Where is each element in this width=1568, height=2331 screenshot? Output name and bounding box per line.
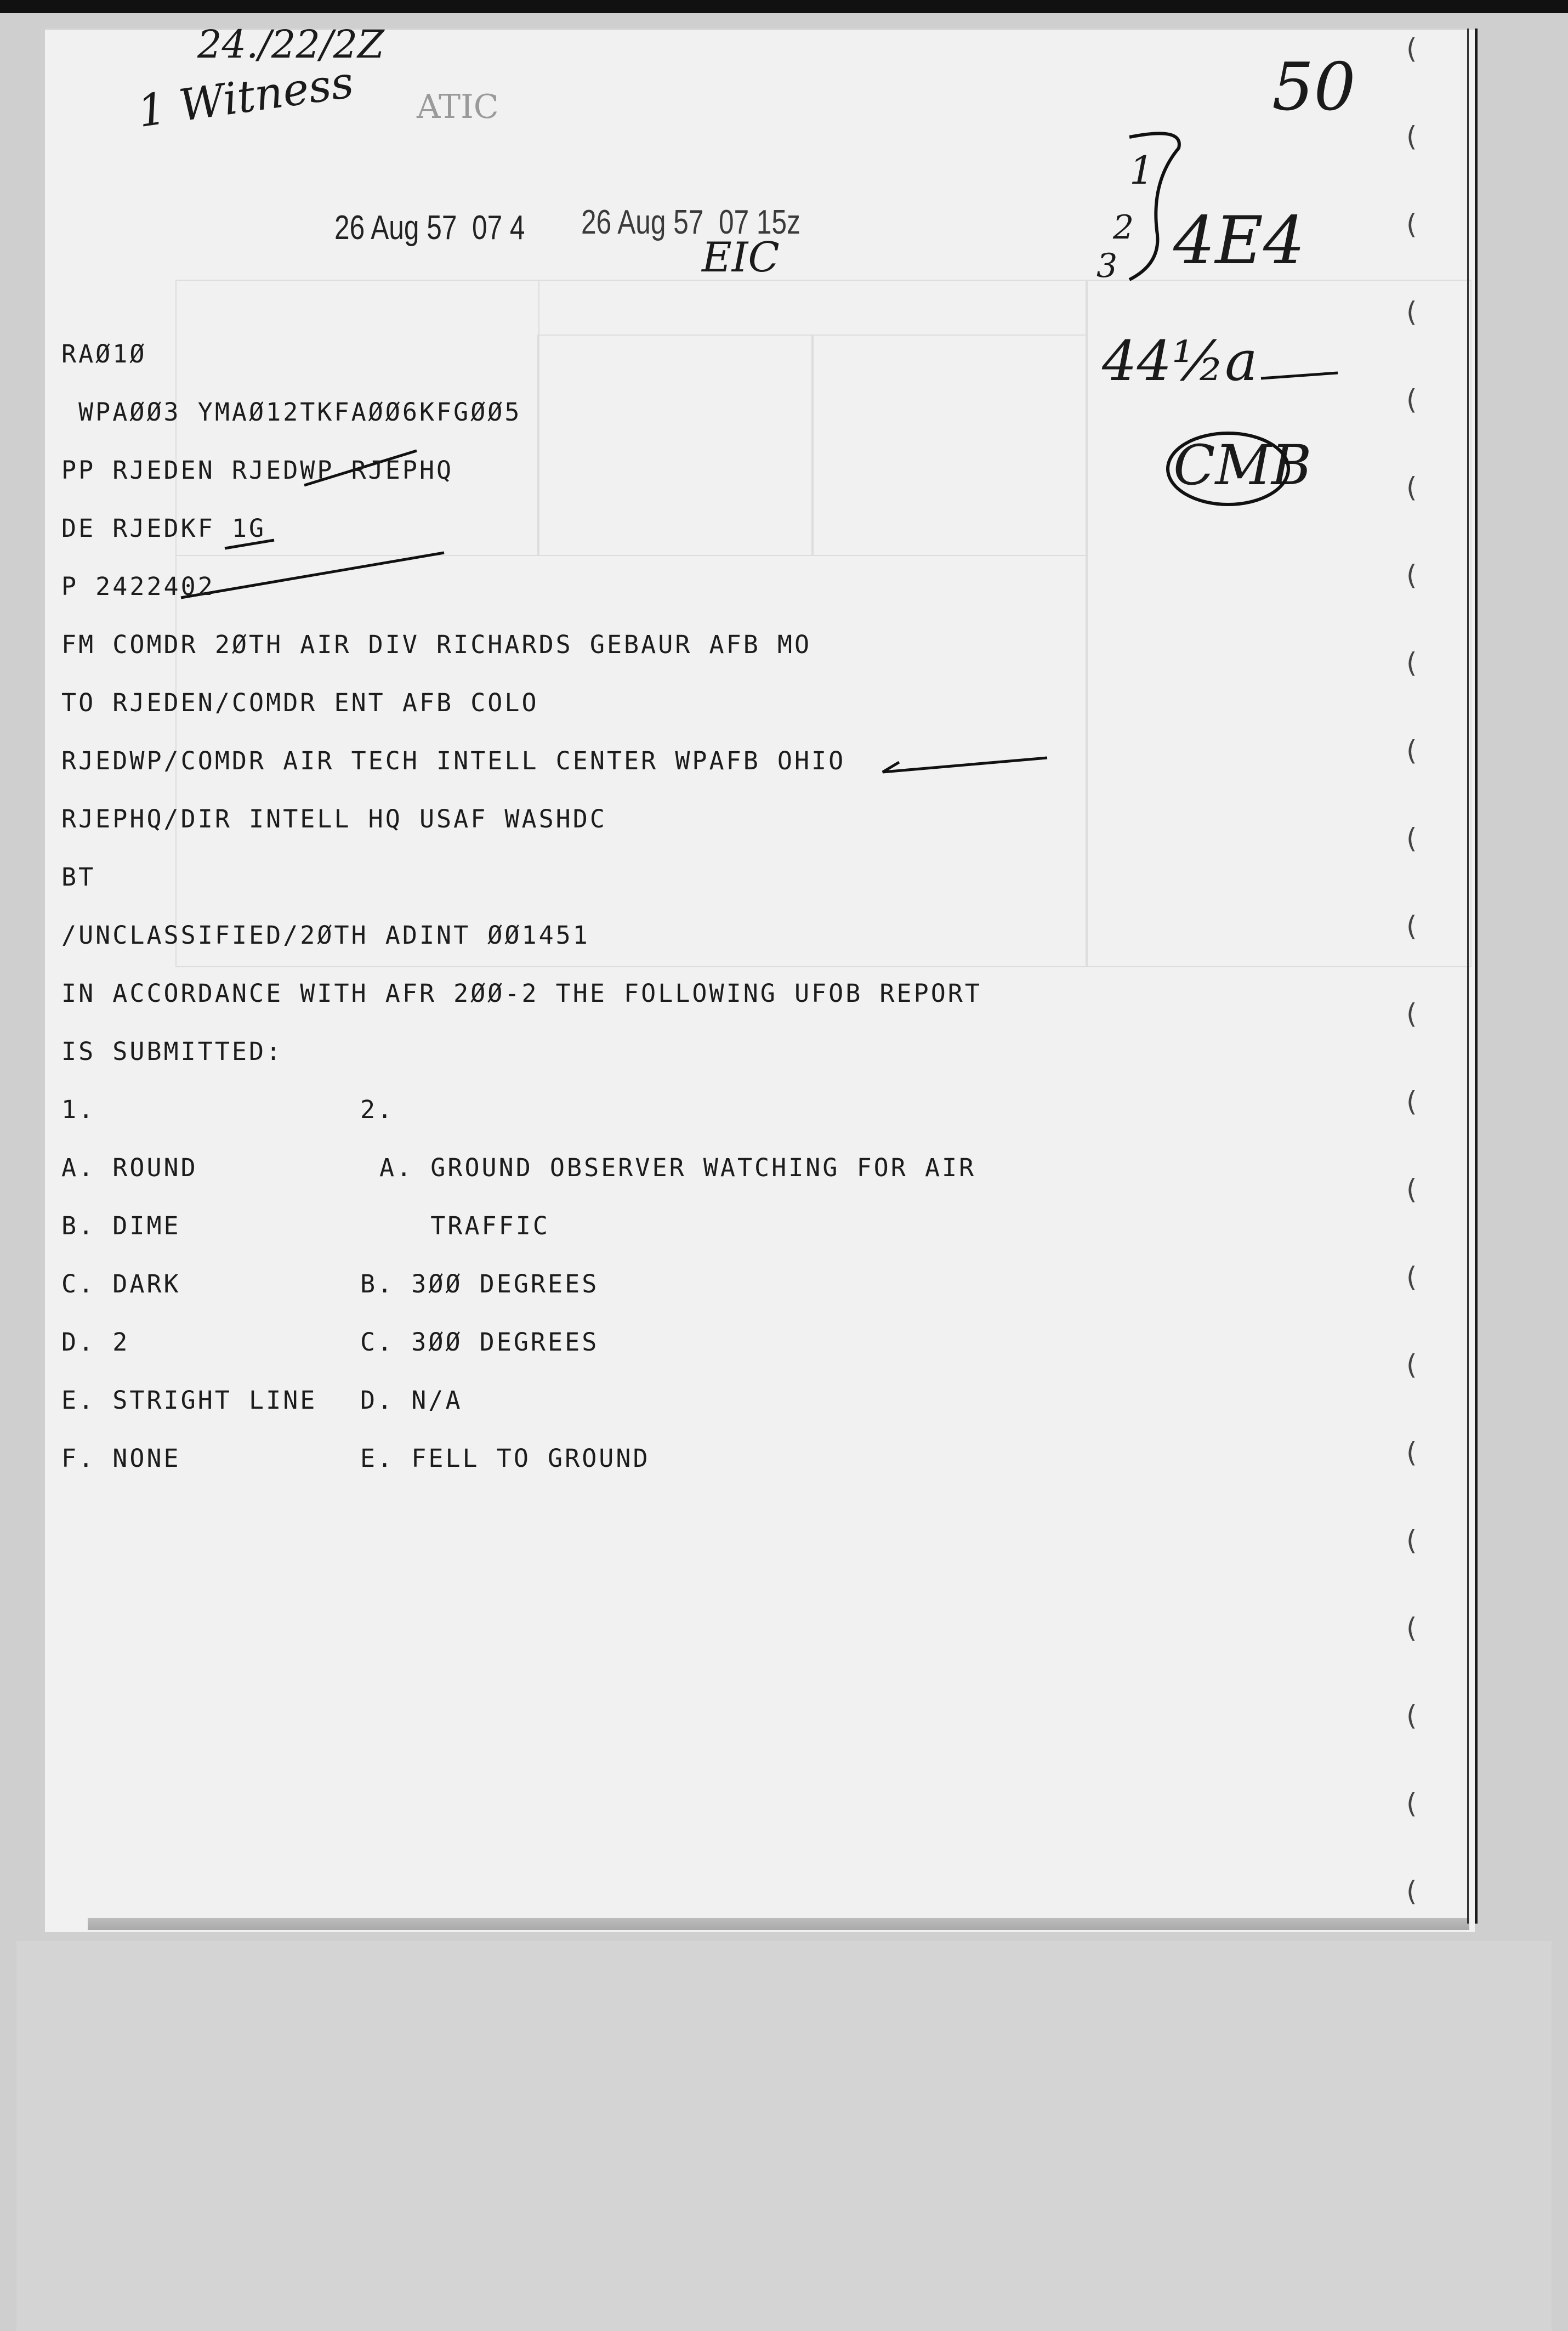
intro-line-2: IS SUBMITTED: xyxy=(61,1037,283,1066)
list-mark-1: 1 xyxy=(1129,148,1154,193)
classification-line: /UNCLASSIFIED/2ØTH ADINT ØØ1451 xyxy=(61,921,590,950)
punch-hole: ( xyxy=(1406,296,1417,328)
routing-line-de: DE RJEDKF 1G xyxy=(61,514,266,543)
punch-hole: ( xyxy=(1406,33,1417,65)
punch-hole: ( xyxy=(1406,472,1417,503)
section-1-item: B. DIME xyxy=(61,1211,181,1240)
punch-hole: ( xyxy=(1406,1349,1417,1381)
punch-hole: ( xyxy=(1406,998,1417,1030)
punch-hole: ( xyxy=(1406,208,1417,240)
handwritten-witness-note: 1 Witness xyxy=(134,56,357,138)
break-line: BT xyxy=(61,863,96,892)
punch-hole: ( xyxy=(1406,1173,1417,1205)
punch-hole: ( xyxy=(1406,1788,1417,1819)
punch-hole: ( xyxy=(1406,1875,1417,1907)
received-stamp-overprint: 26 Aug 57 07 15z xyxy=(581,203,800,241)
section-2-item: B. 3ØØ DEGREES xyxy=(360,1269,599,1298)
section-1-item: A. ROUND xyxy=(61,1153,198,1182)
section-1-label: 1. xyxy=(61,1095,96,1124)
punch-hole: ( xyxy=(1406,823,1417,854)
section-2-label: 2. xyxy=(360,1095,395,1124)
checkmark-wpafb xyxy=(883,758,1047,772)
punch-hole: ( xyxy=(1406,1700,1417,1732)
routing-line-channel: WPAØØ3 YMAØ12TKFAØØ6KFGØØ5 xyxy=(61,398,522,427)
punch-hole: ( xyxy=(1406,1086,1417,1118)
handwritten-date-ref: 24./22/2Z xyxy=(197,22,384,67)
section-2-item: C. 3ØØ DEGREES xyxy=(360,1328,599,1357)
section-1-item: E. STRIGHT LINE xyxy=(61,1386,317,1415)
index-code: 4E4 xyxy=(1173,203,1305,279)
list-mark-3: 3 xyxy=(1097,247,1118,285)
addressee-hq: RJEPHQ/DIR INTELL HQ USAF WASHDC xyxy=(61,804,607,833)
punch-hole: ( xyxy=(1406,559,1417,591)
punch-hole: ( xyxy=(1406,384,1417,416)
section-2-item: TRAFFIC xyxy=(379,1211,550,1240)
section-2-item: E. FELL TO GROUND xyxy=(360,1444,650,1473)
punch-hole: ( xyxy=(1406,121,1417,152)
list-mark-2: 2 xyxy=(1113,208,1134,247)
punch-hole: ( xyxy=(1406,735,1417,767)
received-stamp: 26 Aug 57 07 4 xyxy=(334,209,525,247)
bracket-mark xyxy=(1129,133,1179,280)
addressee-atic: RJEDWP/COMDR AIR TECH INTELL CENTER WPAFB OHIO xyxy=(61,746,846,775)
section-1-item: D. 2 xyxy=(61,1328,130,1357)
from-line: FM COMDR 2ØTH AIR DIV RICHARDS GEBAUR AFB MO xyxy=(61,630,812,659)
to-line: TO RJEDEN/COMDR ENT AFB COLO xyxy=(61,688,539,717)
strikeout-dtg xyxy=(181,553,444,598)
handwritten-eic: EIC xyxy=(702,233,780,281)
section-2-item: A. GROUND OBSERVER WATCHING FOR AIR xyxy=(379,1153,976,1182)
underline-ref xyxy=(1261,373,1338,378)
section-1-item: C. DARK xyxy=(61,1269,181,1298)
punch-hole: ( xyxy=(1406,1612,1417,1644)
initials-circle xyxy=(1168,433,1288,504)
punch-hole: ( xyxy=(1406,647,1417,679)
punch-hole: ( xyxy=(1406,1261,1417,1293)
page-number: 50 xyxy=(1272,49,1356,126)
routing-line-ra: RAØ1Ø xyxy=(61,339,147,368)
punch-hole: ( xyxy=(1406,1437,1417,1468)
punch-hole: ( xyxy=(1406,1524,1417,1556)
routing-line-precedence: PP RJEDEN RJEDWP RJEPHQ xyxy=(61,456,454,485)
intro-line: IN ACCORDANCE WITH AFR 2ØØ-2 THE FOLLOWING UFOB REPORT xyxy=(61,979,982,1008)
punch-hole: ( xyxy=(1406,910,1417,942)
reference-code: 44½a xyxy=(1102,329,1258,393)
section-2-item: D. N/A xyxy=(360,1386,463,1415)
attic-mark: ATIC xyxy=(417,88,499,126)
routing-line-dtg: P 2422402 xyxy=(61,572,215,601)
section-1-item: F. NONE xyxy=(61,1444,181,1473)
initials-signature: CMB xyxy=(1173,433,1312,497)
